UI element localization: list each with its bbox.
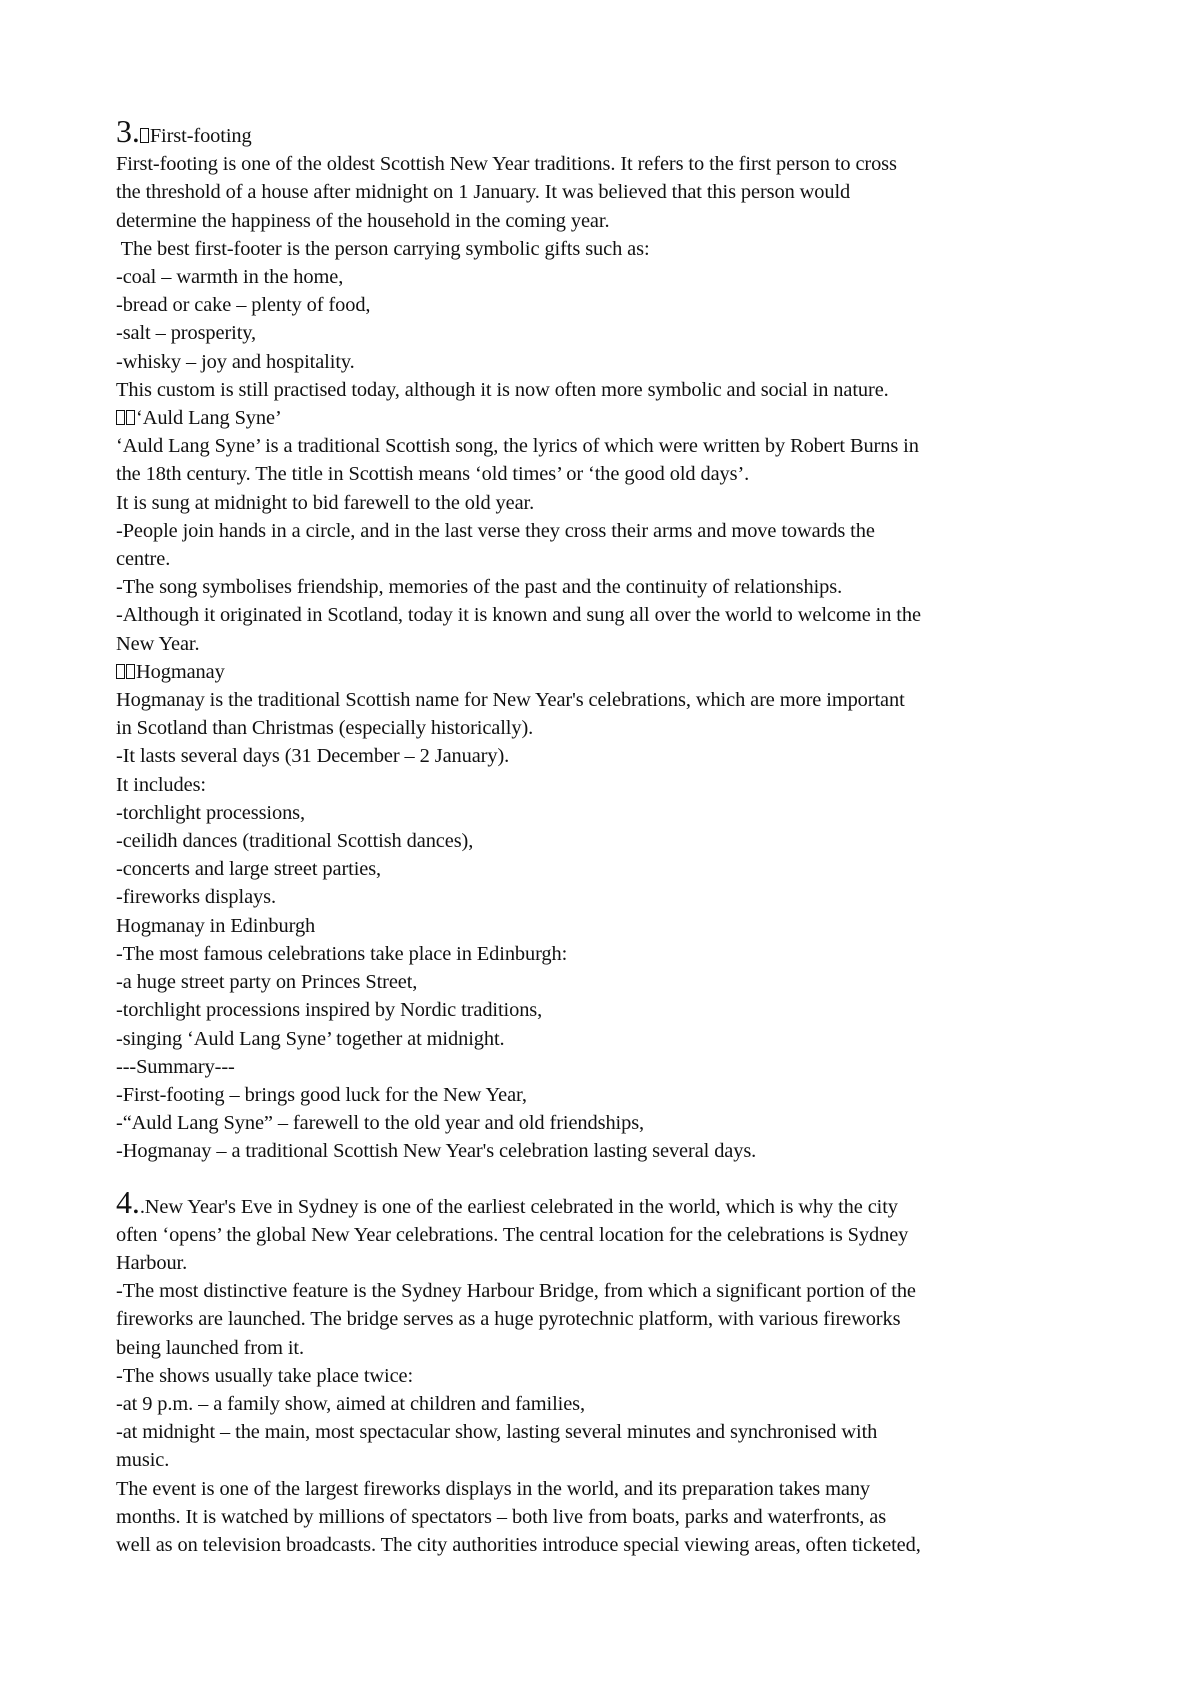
section-number: 4.	[116, 1183, 140, 1220]
text-line: The best first-footer is the person carrying symbolic gifts such as:	[116, 237, 650, 260]
list-item: -coal – warmth in the home,	[116, 266, 344, 289]
list-item: -Hogmanay – a traditional Scottish New Year's celebration lasting several days.	[116, 1140, 757, 1163]
missing-glyph-icon	[126, 664, 135, 679]
section-4-body	[116, 1221, 1116, 1559]
text-line: ‘Auld Lang Syne’ is a traditional Scottish song, the lyrics of which were written by Robert Burns in	[116, 435, 919, 458]
text-line: well as on television broadcasts. The city authorities introduce special viewing areas, often ticketed,	[116, 1533, 921, 1556]
hogmanay-heading	[116, 658, 1116, 686]
list-item: -a huge street party on Princes Street,	[116, 971, 418, 994]
list-item: -singing ‘Auld Lang Syne’ together at midnight.	[116, 1027, 505, 1050]
section-3-body	[116, 150, 1116, 404]
text-line: in Scotland than Christmas (especially historically).	[116, 717, 534, 740]
section-3-heading	[116, 113, 1116, 150]
section-4-heading	[116, 1183, 1116, 1221]
text-line: fireworks are launched. The bridge serves as a huge pyrotechnic platform, with various fireworks	[116, 1308, 901, 1331]
section-number: 3.	[116, 113, 140, 149]
text-line: The event is one of the largest fireworks displays in the world, and its preparation takes many	[116, 1477, 871, 1500]
document-page	[116, 113, 1116, 1559]
text-line: ---Summary---	[116, 1055, 235, 1078]
text-line: It includes:	[116, 773, 206, 796]
subsection-title: Hogmanay	[136, 660, 225, 683]
list-item: -fireworks displays.	[116, 886, 276, 909]
missing-glyph-icon	[140, 128, 149, 143]
list-item: -People join hands in a circle, and in the last verse they cross their arms and move towards the	[116, 519, 875, 542]
text-line: New Year.	[116, 632, 200, 655]
list-item: -at 9 p.m. – a family show, aimed at children and families,	[116, 1392, 585, 1415]
text-line: Harbour.	[116, 1251, 188, 1274]
list-item: -ceilidh dances (traditional Scottish dances),	[116, 830, 474, 853]
auld-lang-syne-heading	[116, 404, 1116, 432]
text-line: It is sung at midnight to bid farewell to the old year.	[116, 491, 535, 514]
list-item: -It lasts several days (31 December – 2 January).	[116, 745, 510, 768]
text-line: often ‘opens’ the global New Year celebrations. The central location for the celebrations is Sydney	[116, 1223, 909, 1246]
list-item: -at midnight – the main, most spectacular show, lasting several minutes and synchronised with	[116, 1421, 878, 1444]
section-title: First-footing	[149, 125, 252, 147]
list-item: -The shows usually take place twice:	[116, 1364, 414, 1387]
list-item: -torchlight processions,	[116, 801, 306, 824]
text-line: First-footing is one of the oldest Scottish New Year traditions. It refers to the first person to cross	[116, 153, 897, 176]
text-line: This custom is still practised today, although it is now often more symbolic and social in nature.	[116, 378, 889, 401]
text-line: being launched from it.	[116, 1336, 304, 1359]
list-item: -torchlight processions inspired by Nordic traditions,	[116, 999, 543, 1022]
list-item: -The most famous celebrations take place in Edinburgh:	[116, 942, 568, 965]
list-item: -The most distinctive feature is the Sydney Harbour Bridge, from which a significant portion of the	[116, 1280, 916, 1303]
list-item: -salt – prosperity,	[116, 322, 257, 345]
text-line: determine the happiness of the household in the coming year.	[116, 209, 610, 232]
paragraph-gap	[116, 1166, 1116, 1186]
list-item: -“Auld Lang Syne” – farewell to the old year and old friendships,	[116, 1112, 645, 1135]
text-line: the threshold of a house after midnight on 1 January. It was believed that this person would	[116, 181, 851, 204]
hogmanay-body	[116, 686, 1116, 1165]
text-line: Hogmanay is the traditional Scottish name for New Year's celebrations, which are more important	[116, 689, 905, 712]
text-line: centre.	[116, 548, 171, 571]
missing-glyph-icon	[116, 664, 125, 679]
text-line: .New Year's Eve in Sydney is one of the earliest celebrated in the world, which is why the city	[139, 1195, 898, 1218]
list-item: -Although it originated in Scotland, today it is known and sung all over the world to welcome in the	[116, 604, 921, 627]
list-item: -whisky – joy and hospitality.	[116, 350, 355, 373]
text-line: Hogmanay in Edinburgh	[116, 914, 316, 937]
missing-glyph-icon	[116, 410, 125, 425]
missing-glyph-icon	[126, 410, 135, 425]
list-item: -The song symbolises friendship, memories of the past and the continuity of relationships.	[116, 576, 843, 599]
subsection-title: ‘Auld Lang Syne’	[136, 407, 282, 430]
text-line: music.	[116, 1449, 170, 1472]
text-line: the 18th century. The title in Scottish means ‘old times’ or ‘the good old days’.	[116, 463, 750, 486]
auld-lang-syne-body	[116, 432, 1116, 658]
list-item: -First-footing – brings good luck for the New Year,	[116, 1083, 527, 1106]
list-item: -concerts and large street parties,	[116, 858, 382, 881]
list-item: -bread or cake – plenty of food,	[116, 294, 371, 317]
text-line: months. It is watched by millions of spectators – both live from boats, parks and waterfronts, as	[116, 1505, 887, 1528]
